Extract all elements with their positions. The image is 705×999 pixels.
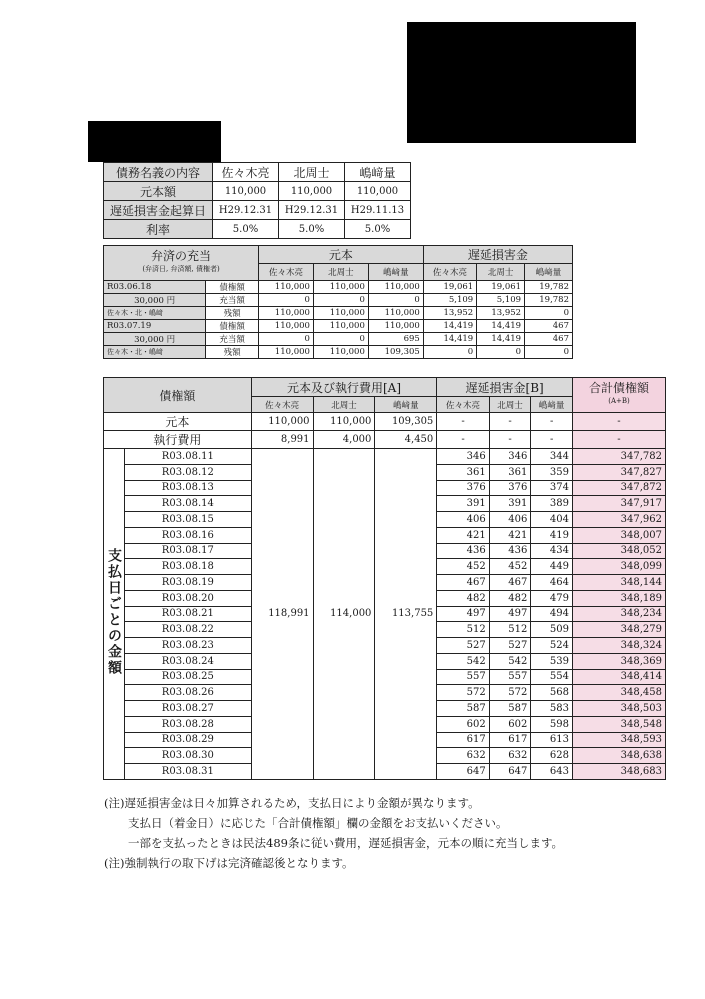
t2-row-label: 残額 <box>206 346 259 359</box>
t3-day-total: 348,144 <box>573 575 666 591</box>
t2-cell: 110,000 <box>368 281 423 294</box>
t2-pay-amount: 30,000 円 <box>104 294 206 307</box>
t3-day-total: 348,414 <box>573 669 666 685</box>
t2-pay-date: R03.06.18 <box>104 281 206 294</box>
t3-day-damage: 479 <box>531 590 573 606</box>
t2-cell: 5,109 <box>423 294 476 307</box>
t3-day-date: R03.08.26 <box>125 685 252 701</box>
t2-principal-header: 元本 <box>259 246 424 264</box>
t3-day-date: R03.08.13 <box>125 480 252 496</box>
t2-cell: 110,000 <box>259 346 314 359</box>
t3-day-damage: 554 <box>531 669 573 685</box>
t3-day-date: R03.08.28 <box>125 716 252 732</box>
t3-day-total: 347,962 <box>573 512 666 528</box>
t3-label: 債権額 <box>104 378 252 413</box>
t3-day-date: R03.08.25 <box>125 669 252 685</box>
t3-day-damage: 391 <box>489 496 531 512</box>
t3-day-damage: 542 <box>489 653 531 669</box>
t3-day-total: 348,683 <box>573 764 666 780</box>
t3-day-date: R03.08.15 <box>125 512 252 528</box>
t1-cell: 110,000 <box>279 182 345 201</box>
t3-day-damage: 421 <box>489 527 531 543</box>
t3-day-damage: 539 <box>531 653 573 669</box>
t3-day-date: R03.08.19 <box>125 575 252 591</box>
t2-cell: 109,305 <box>368 346 423 359</box>
t3-day-damage: 602 <box>489 716 531 732</box>
t2-cell: 467 <box>525 333 573 346</box>
t3-cost-label: 執行費用 <box>104 431 252 449</box>
t3-day-damage: 346 <box>437 449 489 465</box>
t3-day-damage: 527 <box>437 638 489 654</box>
t3-day-date: R03.08.18 <box>125 559 252 575</box>
t2-cell: 110,000 <box>313 281 368 294</box>
t3-day-damage: 583 <box>531 701 573 717</box>
note-line: (注)遅延損害金は日々加算されるため，支払日により金額が異なります。 <box>104 796 480 810</box>
t2-row-label: 債権額 <box>206 320 259 333</box>
t3-day-total: 348,548 <box>573 716 666 732</box>
t3-day-total: 348,099 <box>573 559 666 575</box>
t2-cell: 0 <box>477 346 525 359</box>
t3-total-sub: (A+B) <box>608 397 630 405</box>
t3-day-damage: 464 <box>531 575 573 591</box>
t2-pay-amount: 30,000 円 <box>104 333 206 346</box>
t3-day-date: R03.08.11 <box>125 449 252 465</box>
t2-creditor: 佐々木・北・嶋﨑 <box>104 346 206 359</box>
t3-day-damage: 344 <box>531 449 573 465</box>
t2-row-label: 残額 <box>206 307 259 320</box>
note-line: (注)強制執行の取下げは完済確認後となります。 <box>104 856 354 870</box>
t3-day-damage: 421 <box>437 527 489 543</box>
t3-cell: - <box>489 413 531 431</box>
t3-cell: 4,000 <box>313 431 375 449</box>
t1-row-label: 元本額 <box>104 182 213 201</box>
t2-cell: 14,419 <box>477 320 525 333</box>
t3-day-total: 348,279 <box>573 622 666 638</box>
note-line: 一部を支払ったときは民法489条に従い費用，遅延損害金，元本の順に充当します。 <box>128 836 564 850</box>
t3-merged-cell: 118,991 <box>251 449 313 780</box>
t3-day-date: R03.08.16 <box>125 527 252 543</box>
t2-cell: 19,061 <box>423 281 476 294</box>
t3-day-damage: 557 <box>489 669 531 685</box>
t3-day-row <box>104 449 666 465</box>
t3-day-date: R03.08.29 <box>125 732 252 748</box>
t3-day-damage: 494 <box>531 606 573 622</box>
t3-day-date: R03.08.31 <box>125 764 252 780</box>
t2-row-label: 充当額 <box>206 333 259 346</box>
t2-cell: 5,109 <box>477 294 525 307</box>
t3-name: 佐々木亮 <box>251 397 313 413</box>
t3-day-damage: 632 <box>437 748 489 764</box>
t3-day-damage: 452 <box>489 559 531 575</box>
t3-cell: 4,450 <box>375 431 437 449</box>
t2-cell: 0 <box>368 294 423 307</box>
t3-day-damage: 434 <box>531 543 573 559</box>
t2-cell: 14,419 <box>477 333 525 346</box>
t2-subtitle: (弁済日, 弁済額, 債権者) <box>142 265 220 273</box>
t3-day-damage: 376 <box>437 480 489 496</box>
t3-day-damage: 512 <box>489 622 531 638</box>
t3-day-damage: 617 <box>489 732 531 748</box>
t3-day-damage: 598 <box>531 716 573 732</box>
t2-cell: 13,952 <box>477 307 525 320</box>
t3-day-date: R03.08.17 <box>125 543 252 559</box>
t3-day-damage: 587 <box>437 701 489 717</box>
t3-cell: 110,000 <box>313 413 375 431</box>
t2-name: 北周士 <box>477 264 525 281</box>
t3-day-damage: 391 <box>437 496 489 512</box>
t1-header: 債務名義の内容 <box>104 163 213 182</box>
t2-row-label: 債権額 <box>206 281 259 294</box>
t2-cell: 0 <box>423 346 476 359</box>
t3-day-damage: 406 <box>489 512 531 528</box>
t1-cell: 5.0% <box>345 220 411 239</box>
t3-day-damage: 647 <box>437 764 489 780</box>
t1-cell: 5.0% <box>279 220 345 239</box>
t3-day-total: 348,593 <box>573 732 666 748</box>
t3-day-damage: 436 <box>437 543 489 559</box>
t3-day-damage: 467 <box>489 575 531 591</box>
t3-total-cell: - <box>573 413 666 431</box>
t3-day-damage: 497 <box>437 606 489 622</box>
t2-name: 北周士 <box>313 264 368 281</box>
t2-cell: 0 <box>259 333 314 346</box>
t2-cell: 110,000 <box>259 320 314 333</box>
claim-amount-table <box>103 377 666 780</box>
t3-cell: - <box>531 413 573 431</box>
t2-creditor: 佐々木・北・嶋﨑 <box>104 307 206 320</box>
t3-total-header: 合計債権額 <box>588 381 649 395</box>
t3-cell: - <box>531 431 573 449</box>
t3-day-total: 348,369 <box>573 653 666 669</box>
t3-day-total: 348,007 <box>573 527 666 543</box>
t3-day-total: 348,052 <box>573 543 666 559</box>
t2-pay-date: R03.07.19 <box>104 320 206 333</box>
t2-cell: 19,782 <box>525 294 573 307</box>
t3-day-damage: 404 <box>531 512 573 528</box>
t3-name: 北周士 <box>313 397 375 413</box>
t2-cell: 110,000 <box>368 307 423 320</box>
t3-name: 嶋﨑量 <box>375 397 437 413</box>
t2-cell: 110,000 <box>259 307 314 320</box>
t1-cell: H29.12.31 <box>213 201 279 220</box>
t3-day-damage: 509 <box>531 622 573 638</box>
t3-cell: 110,000 <box>251 413 313 431</box>
t3-cell: - <box>489 431 531 449</box>
t2-cell: 110,000 <box>313 346 368 359</box>
t3-day-damage: 359 <box>531 464 573 480</box>
t3-days-body <box>104 449 666 780</box>
t3-day-total: 347,782 <box>573 449 666 465</box>
t3-merged-cell: 113,755 <box>375 449 437 780</box>
t3-day-date: R03.08.30 <box>125 748 252 764</box>
t3-day-date: R03.08.24 <box>125 653 252 669</box>
t3-merged-cell: 114,000 <box>313 449 375 780</box>
t3-day-damage: 406 <box>437 512 489 528</box>
t3-day-damage: 361 <box>489 464 531 480</box>
t3-day-damage: 419 <box>531 527 573 543</box>
t1-cell: 110,000 <box>213 182 279 201</box>
t3-cell: - <box>437 431 489 449</box>
t3-cell: 109,305 <box>375 413 437 431</box>
t1-name: 北周士 <box>279 163 345 182</box>
t3-day-damage: 497 <box>489 606 531 622</box>
t1-name: 嶋﨑量 <box>345 163 411 182</box>
t3-day-damage: 647 <box>489 764 531 780</box>
t1-row-label: 利率 <box>104 220 213 239</box>
t3-day-date: R03.08.22 <box>125 622 252 638</box>
t3-name: 嶋﨑量 <box>531 397 573 413</box>
t2-cell: 110,000 <box>259 281 314 294</box>
t3-day-damage: 527 <box>489 638 531 654</box>
t3-day-damage: 524 <box>531 638 573 654</box>
t3-day-damage: 587 <box>489 701 531 717</box>
t2-cell: 110,000 <box>313 307 368 320</box>
t3-day-damage: 467 <box>437 575 489 591</box>
t3-day-damage: 346 <box>489 449 531 465</box>
t3-day-damage: 572 <box>437 685 489 701</box>
t1-cell: H29.12.31 <box>279 201 345 220</box>
t2-cell: 0 <box>525 346 573 359</box>
t3-day-total: 348,189 <box>573 590 666 606</box>
t2-cell: 0 <box>259 294 314 307</box>
t3-day-damage: 374 <box>531 480 573 496</box>
t2-cell: 0 <box>313 333 368 346</box>
t2-name: 嶋﨑量 <box>368 264 423 281</box>
payment-appropriation-table <box>103 245 573 359</box>
t3-day-total: 347,872 <box>573 480 666 496</box>
t3-day-damage: 602 <box>437 716 489 732</box>
t2-cell: 110,000 <box>368 320 423 333</box>
t2-damages-header: 遅延損害金 <box>423 246 572 264</box>
t2-cell: 14,419 <box>423 333 476 346</box>
t1-cell: H29.11.13 <box>345 201 411 220</box>
redaction-block-top-right <box>407 22 636 143</box>
t3-day-total: 348,458 <box>573 685 666 701</box>
t3-day-damage: 512 <box>437 622 489 638</box>
t3-principal-label: 元本 <box>104 413 252 431</box>
t1-name: 佐々木亮 <box>213 163 279 182</box>
t3-day-damage: 568 <box>531 685 573 701</box>
t3-cell: 8,991 <box>251 431 313 449</box>
t3-day-damage: 376 <box>489 480 531 496</box>
t3-day-damage: 617 <box>437 732 489 748</box>
t2-name: 佐々木亮 <box>423 264 476 281</box>
t2-name: 嶋﨑量 <box>525 264 573 281</box>
t2-cell: 695 <box>368 333 423 346</box>
t3-day-damage: 452 <box>437 559 489 575</box>
t3-day-damage: 542 <box>437 653 489 669</box>
t3-day-total: 348,324 <box>573 638 666 654</box>
t3-b-header: 遅延損害金[B] <box>437 378 573 397</box>
t2-cell: 13,952 <box>423 307 476 320</box>
judgment-content-table <box>103 162 411 239</box>
t3-day-damage: 482 <box>437 590 489 606</box>
t2-row-label: 充当額 <box>206 294 259 307</box>
t2-cell: 19,782 <box>525 281 573 294</box>
t3-day-date: R03.08.27 <box>125 701 252 717</box>
t3-day-total: 347,917 <box>573 496 666 512</box>
t2-title: 弁済の充当 <box>151 249 212 263</box>
t3-side-label: 支払日ごとの金額 <box>106 547 122 676</box>
t3-day-total: 348,638 <box>573 748 666 764</box>
t3-day-date: R03.08.21 <box>125 606 252 622</box>
t2-cell: 19,061 <box>477 281 525 294</box>
t3-day-date: R03.08.23 <box>125 638 252 654</box>
t3-day-date: R03.08.14 <box>125 496 252 512</box>
t3-side-label-cell <box>104 449 125 780</box>
t3-ab-header: 元本及び執行費用[A] <box>251 378 437 397</box>
t3-cell: - <box>437 413 489 431</box>
t3-day-date: R03.08.20 <box>125 590 252 606</box>
t3-day-total: 347,827 <box>573 464 666 480</box>
t2-cell: 0 <box>313 294 368 307</box>
t3-name: 佐々木亮 <box>437 397 489 413</box>
t2-cell: 0 <box>525 307 573 320</box>
t3-day-damage: 389 <box>531 496 573 512</box>
t1-cell: 110,000 <box>345 182 411 201</box>
t1-cell: 5.0% <box>213 220 279 239</box>
t2-cell: 14,419 <box>423 320 476 333</box>
t3-day-damage: 628 <box>531 748 573 764</box>
note-line: 支払日（着金日）に応じた「合計債権額」欄の金額をお支払いください。 <box>128 816 508 830</box>
t2-cell: 467 <box>525 320 573 333</box>
t3-day-damage: 361 <box>437 464 489 480</box>
t3-day-total: 348,234 <box>573 606 666 622</box>
t3-day-damage: 632 <box>489 748 531 764</box>
t3-total-cell: - <box>573 431 666 449</box>
t3-day-damage: 436 <box>489 543 531 559</box>
t3-day-damage: 643 <box>531 764 573 780</box>
notes <box>104 793 563 873</box>
t3-day-damage: 557 <box>437 669 489 685</box>
t3-day-damage: 572 <box>489 685 531 701</box>
redaction-block-left <box>88 121 221 162</box>
t3-day-damage: 613 <box>531 732 573 748</box>
t2-cell: 110,000 <box>313 320 368 333</box>
t3-name: 北周士 <box>489 397 531 413</box>
t3-day-damage: 449 <box>531 559 573 575</box>
t3-day-damage: 482 <box>489 590 531 606</box>
t3-day-date: R03.08.12 <box>125 464 252 480</box>
t1-row-label: 遅延損害金起算日 <box>104 201 213 220</box>
t2-name: 佐々木亮 <box>259 264 314 281</box>
t3-day-total: 348,503 <box>573 701 666 717</box>
